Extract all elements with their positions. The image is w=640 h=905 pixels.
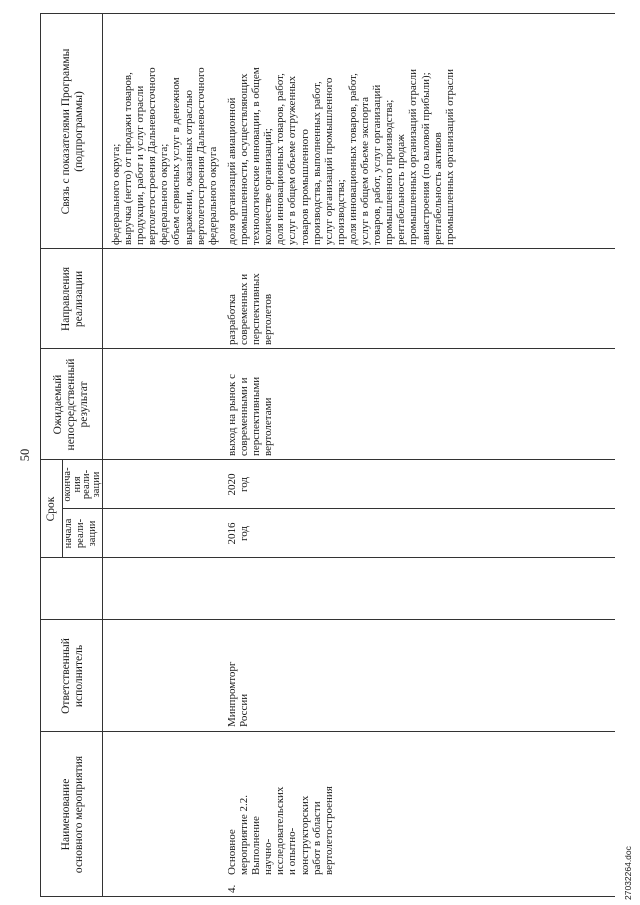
link-line: технологические инновации, в общем <box>250 67 263 245</box>
link-line: товаров, работ, услуг организаций <box>371 84 384 245</box>
row-executor: Минпромторг России <box>226 661 251 727</box>
link-line: услуг организаций промышленного <box>322 77 335 245</box>
link-line: авиастроения (по валовой прибыли); <box>419 72 432 245</box>
continuation-line: выручка (нетто) от продажи товаров, <box>122 72 135 245</box>
column-border-7 <box>40 248 615 249</box>
row-result: выход на рынок с современными и перспективными вертолетами <box>226 374 275 456</box>
header-name: Наименование основного мероприятия <box>60 755 85 874</box>
continuation-line: выражении, оказанных отраслью <box>182 90 195 245</box>
header-result: Ожидаемый непосредственный результат <box>52 358 90 451</box>
link-line: рентабельность активов <box>431 132 444 245</box>
column-border-8 <box>40 13 615 14</box>
header-bottom-border <box>102 13 103 897</box>
continuation-list <box>110 15 219 245</box>
link-line: количестве организаций; <box>262 128 275 245</box>
header-link: Связь с показателями Программы (подпрограммы) <box>60 48 85 215</box>
link-line: промышленности, осуществляющих <box>238 73 251 245</box>
link-line: производства; <box>334 179 347 245</box>
column-border-0 <box>40 896 615 897</box>
header-term: Срок <box>45 496 57 522</box>
continuation-line: продукции, работ и услуг отрасли <box>134 85 147 245</box>
footer-file-code: 27032264.doc <box>623 846 633 900</box>
continuation-line: объем сервисных услуг в денежном <box>170 77 183 245</box>
link-line: доля инновационных товаров, работ, <box>346 73 359 245</box>
link-line: услуг в общем объеме экспорта <box>359 97 372 245</box>
continuation-line: федерального округа; <box>110 143 122 245</box>
continuation-line: вертолетостроения Дальневосточного <box>146 67 159 245</box>
link-line: доля инновационных товаров, работ, <box>274 73 287 245</box>
row-links <box>226 15 456 245</box>
header-directions: Направления реализации <box>60 267 85 331</box>
link-line: доля организаций авиационной <box>226 97 238 245</box>
link-line: промышленного производства; <box>383 99 396 245</box>
row-start: 2016 год <box>226 522 251 545</box>
continuation-line: федерального округа <box>206 146 219 245</box>
header-executor: Ответственный исполнитель <box>60 638 85 714</box>
link-line: промышленных организаций отрасли <box>443 68 456 245</box>
continuation-line: федерального округа; <box>158 143 171 245</box>
link-line: промышленных организаций отрасли <box>407 68 420 245</box>
column-border-5 <box>40 459 615 460</box>
header-start: начала реали- зации <box>63 518 98 549</box>
page-number: 50 <box>18 448 32 462</box>
header-end: оконча- ния реали- зации <box>62 467 102 502</box>
table-top-border <box>40 13 41 897</box>
column-border-1 <box>40 731 615 732</box>
column-border-3 <box>40 557 615 558</box>
link-line: производства, выполненных работ, <box>310 81 323 245</box>
column-border-4 <box>62 508 615 509</box>
row-directions: разработка современных и перспективных вертолетов <box>226 273 275 345</box>
row-name: Основное мероприятие 2.2. Выполнение научно- исследовательских и опытно- конструкторских работ в области вертолетостроения <box>226 786 335 875</box>
column-border-6 <box>40 348 615 349</box>
link-line: товаров промышленного <box>298 129 311 245</box>
row-number: 4. <box>226 884 238 893</box>
link-line: рентабельность продаж <box>395 134 408 245</box>
link-line: услуг в общем объеме отгруженных <box>286 75 299 245</box>
column-border-2 <box>40 619 615 620</box>
continuation-line: вертолетостроения Дальневосточного <box>194 67 207 245</box>
row-end: 2020 год <box>226 473 251 496</box>
